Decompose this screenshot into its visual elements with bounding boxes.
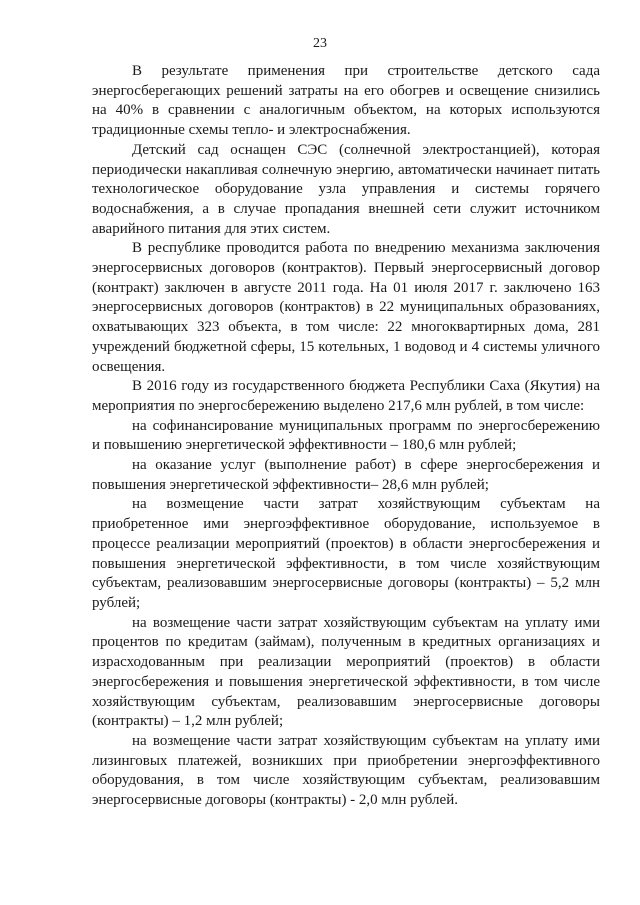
paragraph-solar-station: Детский сад оснащен СЭС (солнечной электростанцией), которая периодически накапливая солнечную энергию, автоматически начинает питать технологическое оборудование узла управления и системы горячего водоснабжения, а в случае пропадания внешней сети служит источником аварийного питания для этих систем. [92, 141, 600, 237]
list-item-cofinancing: на софинансирование муниципальных программ по энергосбережению и повышению энергетической эффективности – 180,6 млн рублей; [92, 417, 600, 454]
list-item-leasing-compensation: на возмещение части затрат хозяйствующим субъектам на уплату ими лизинговых платежей, возникших при приобретении энергоэффективного оборудования, в том числе хозяйствующим субъектам, реализовавшим энергосервисные договоры (контракты) - 2,0 млн рублей. [92, 732, 600, 809]
paragraph-budget-2016: В 2016 году из государственного бюджета Республики Саха (Якутия) на мероприятия по энергосбережению выделено 217,6 млн рублей, в том числе: [92, 378, 600, 414]
paragraph-energy-service-contracts: В республике проводится работа по внедрению механизма заключения энергосервисных договоров (контрактов). Первый энергосервисный договор (контракт) заключен в августе 2011 года. На 01 июля 2017 г. заключено 163 энергосервисных договоров (контрактов) в 22 муниципальных образованиях, охватывающих 323 объекта, в том числе: 22 многоквартирных дома, 281 учреждений бюджетной сферы, 15 котельных, 1 водовод и 4 системы уличного освещения. [92, 240, 600, 375]
list-item-loan-interest-compensation: на возмещение части затрат хозяйствующим субъектам на уплату ими процентов по кредитам (займам), полученным в кредитных организациях и израсходованным при реализации мероприятий (проектов) в области энергосбережения и повышения энергетической эффективности, в том числе хозяйствующим субъектам, реализовавшим энергосервисные договоры (контракты) – 1,2 млн рублей; [92, 614, 600, 730]
list-item-services: на оказание услуг (выполнение работ) в сфере энергосбережения и повышения энергетической эффективности– 28,6 млн рублей; [92, 457, 600, 493]
page-number: 23 [313, 36, 327, 51]
document-body [92, 62, 600, 811]
paragraph-kindergarten-savings: В результате применения при строительстве детского сада энергосберегающих решений затраты на его обогрев и освещение снизились на 40% в сравнении с аналогичным объектом, на которых используются традиционные схемы тепло- и электроснабжения. [92, 63, 600, 139]
list-item-equipment-compensation: на возмещение части затрат хозяйствующим субъектам на приобретенное ими энергоэффективное оборудование, используемое в процессе реализации мероприятий (проектов) в области энергосбережения и повышения энергетической эффективности, в том числе хозяйствующим субъектам, реализовавшим энергосервисные договоры (контракты) – 5,2 млн рублей; [92, 496, 600, 611]
